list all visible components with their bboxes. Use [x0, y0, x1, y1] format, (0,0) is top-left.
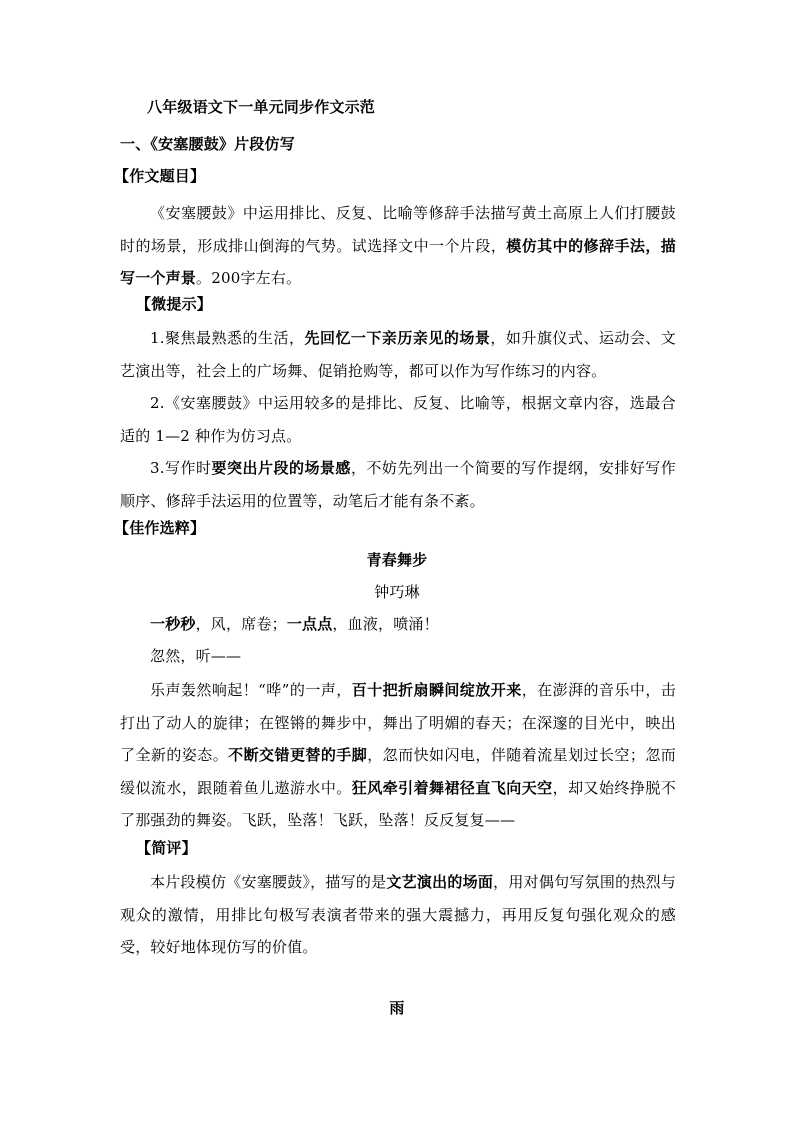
heading-comment: 【简评】: [136, 839, 197, 857]
hint-2: [120, 387, 676, 452]
essay-p3-a: 乐声轰然响起！“哗”的一声，: [150, 681, 352, 699]
essay-author: 钟巧琳: [374, 583, 420, 601]
essay-l1-text-2: ，血液，喷涌！: [332, 615, 439, 633]
heading-hint: 【微提示】: [136, 295, 213, 313]
topic-bold: 模仿其中的修辞手法，描写一个声景: [120, 236, 676, 287]
hint-3: [120, 452, 676, 517]
topic-end: 。200字左右。: [196, 269, 302, 287]
essay-l1-bold-2: 一点点: [286, 615, 333, 633]
essay-l1-bold-1: 一秒秒: [150, 615, 196, 633]
essay-p3-c: ，在澎湃的音乐中，击打出了动人的旋律；在铿锵的舞步中，舞出了明媚的春天；在深邃的目光中，映出了全新的姿态。: [120, 681, 676, 764]
essay-p3-bold-1: 百十把折扇瞬间绽放开来: [351, 681, 522, 699]
hint-1-post: ，如升旗仪式、运动会、文艺演出等，社会上的广场舞、促销抢购等，都可以作为写作练习的内容。: [120, 329, 677, 380]
heading-sample: 【佳作选粹】: [114, 519, 206, 537]
hint-3-post: ，不妨先列出一个简要的写作提纲，安排好写作顺序、修辞手法运用的位置等，动笔后才能有条不紊。: [120, 459, 677, 510]
essay-line-2: 忽然，听——: [150, 647, 242, 665]
essay-title: 青春舞步: [366, 551, 428, 569]
hint-3-bold: 要突出片段的场景感: [211, 459, 351, 477]
essay-p3-bold-3: 狂风牵引着舞裙径直飞向天空: [351, 778, 553, 797]
heading-topic: 【作文题目】: [114, 167, 206, 185]
section-heading: 一、《安塞腰鼓》片段仿写: [120, 135, 295, 153]
hint-1-pre: 1.聚焦最熟悉的生活，: [150, 329, 305, 347]
essay-p3-e: ，却又始终挣脱不了那强劲的舞姿。飞跃，坠落！飞跃，坠落！反反复复——: [120, 778, 676, 829]
essay-p3-bold-2: 不断交错更替的手脚: [228, 746, 368, 764]
comment-bold: 文艺演出的场面: [386, 873, 494, 891]
comment-a: 本片段模仿《安塞腰鼓》，描写的是: [150, 873, 387, 891]
essay-line-1: [150, 614, 439, 634]
hint-2-pre: 2.《安塞腰鼓》中运用较多的是排比、反复、比喻等，根据文章内容，选最合适的 1—2 种作为仿习点。: [120, 394, 676, 445]
essay-paragraph: [120, 674, 676, 837]
essay-p3-d: ，忽而快如闪电，伴随着流星划过长空；忽而缓似流水，跟随着鱼儿遨游水中。: [120, 746, 676, 797]
hint-3-pre: 3.写作时: [150, 459, 212, 477]
essay-l1-text-1: ，风，席卷；: [195, 615, 287, 633]
comment-paragraph: [120, 866, 676, 964]
next-essay-title: 雨: [389, 999, 405, 1017]
topic-paragraph: [120, 197, 676, 295]
document-title: 八年级语文下一单元同步作文示范: [147, 98, 376, 116]
hint-1-bold: 先回忆一下亲历亲见的场景: [304, 329, 491, 347]
topic-text: 《安塞腰鼓》中运用排比、反复、比喻等修辞手法描写黄土高原上人们打腰鼓时的场景，形成排山倒海的气势。试选择文中一个片段，: [120, 204, 676, 255]
comment-c: ，用对偶句写氛围的热烈与观众的激情，用排比句极写表演者带来的强大震撼力，再用反复句强化观众的感受，较好地体现仿写的价值。: [120, 873, 677, 956]
hint-1: [120, 322, 676, 387]
